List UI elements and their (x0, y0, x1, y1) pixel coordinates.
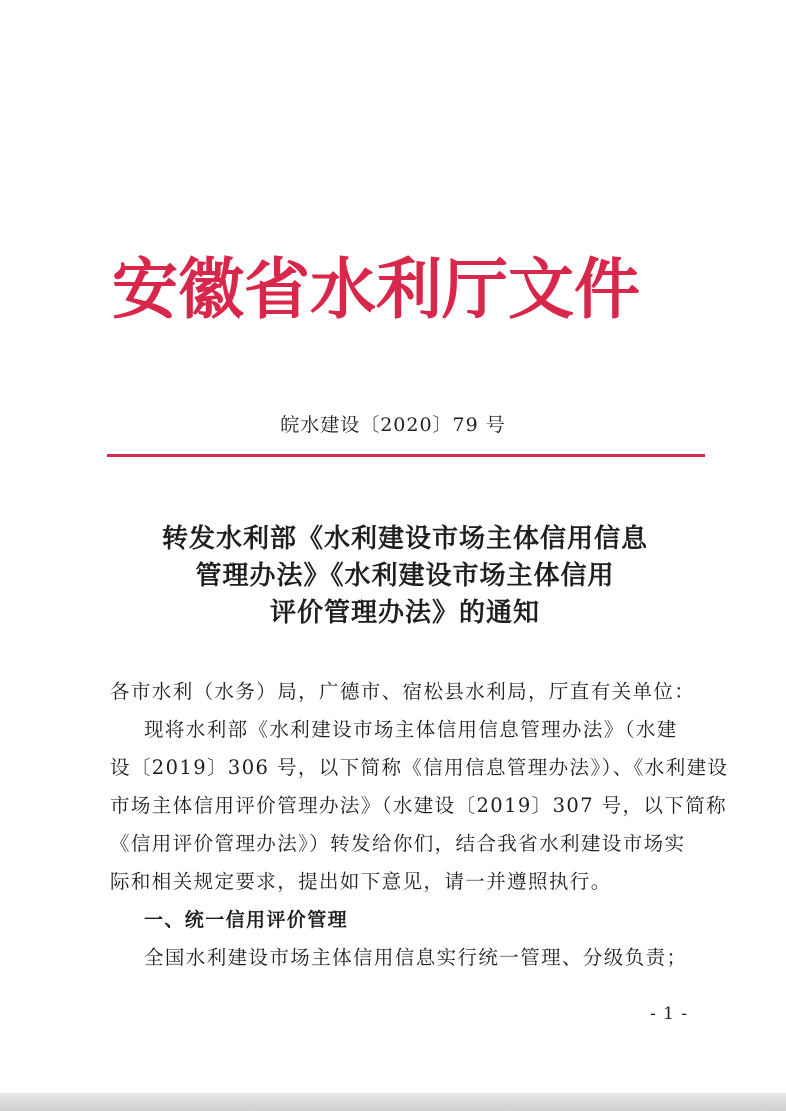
notice-title-line: 评价管理办法》的通知 (269, 598, 540, 628)
body-line: 市场主体信用评价管理办法》（水建设〔2019〕307 号，以下简称 (110, 794, 727, 817)
document-number: 皖水建设〔2020〕79 号 (280, 414, 506, 436)
body-line: 《信用评价管理办法》）转发给你们，结合我省水利建设市场实 (110, 832, 686, 855)
addressee-line: 各市水利（水务）局，广德市、宿松县水利局，厅直有关单位： (110, 680, 696, 703)
body-line: 际和相关规定要求，提出如下意见，请一并遵照执行。 (110, 870, 612, 893)
body-line: 现将水利部《水利建设市场主体信用信息管理办法》（水建 (144, 718, 678, 741)
notice-title-line: 转发水利部《水利建设市场主体信用信息 (161, 524, 648, 554)
notice-title (100, 521, 710, 632)
body-line: 全国水利建设市场主体信用信息实行统一管理、分级负责； (144, 946, 688, 969)
section-heading: 一、统一信用评价管理 (144, 909, 349, 931)
notice-body (110, 673, 729, 977)
notice-title-line: 管理办法》《水利建设市场主体信用 (195, 561, 615, 591)
header-divider (107, 454, 705, 457)
document-header-title: 安徽省水利厅文件 (112, 251, 640, 328)
scan-edge (0, 1093, 786, 1111)
body-line: 设〔2019〕306 号，以下简称《信用信息管理办法》）、《水利建设 (110, 756, 729, 779)
page-number: - 1 - (650, 1004, 689, 1024)
